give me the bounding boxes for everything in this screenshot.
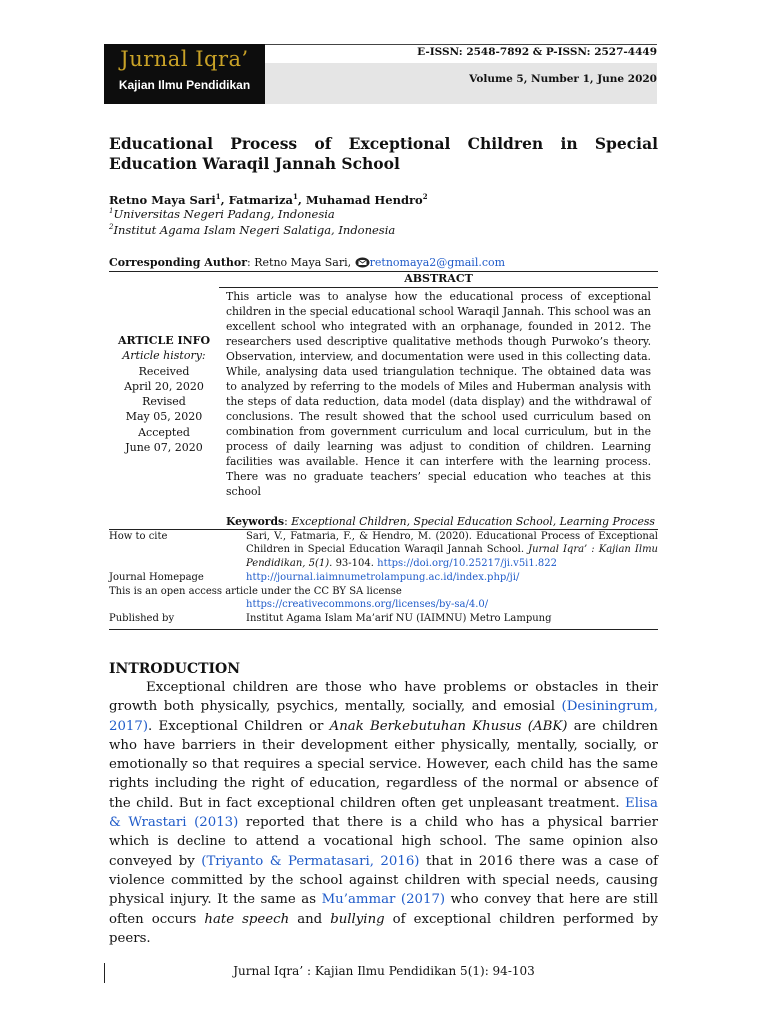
citation-link[interactable]: (Desiningrum, 2017) [109, 699, 658, 734]
intro-text: . Exceptional Children or [148, 718, 324, 734]
article-info-heading: ARTICLE INFO [117, 334, 211, 347]
affiliation-text: Universitas Negeri Padang, Indonesia [113, 207, 335, 221]
corresponding-label: Corresponding Author [109, 256, 248, 269]
revised-label: Revised [142, 395, 186, 409]
intro-paragraph [109, 678, 658, 948]
author-sup: 1 [215, 192, 221, 201]
citation-pages: 93-104. [335, 557, 374, 569]
author-sup: 2 [422, 192, 428, 201]
intro-text: Exceptional children are those who have problems or obstacles in their growth both physically, psychics, mentally, socially, and emosial [109, 680, 658, 715]
author-sup: 1 [292, 192, 298, 201]
keywords: Keywords: Exceptional Children, Special Education School, Learning Process [226, 515, 655, 528]
published-label: Published by [109, 613, 175, 624]
accepted-date: June 07, 2020 [125, 441, 203, 455]
citation-link[interactable]: Mu’ammar (2017) [321, 892, 446, 908]
author-name: Muhamad Hendro [305, 192, 423, 207]
intro-text: of exceptional children performed by peers. [109, 911, 659, 946]
affiliation-num: 1 [109, 207, 114, 216]
intro-text: reported that there is a child who has a physical barrier which is decline to attend a vocational high school. The same opinion also conveyed by [109, 815, 659, 869]
keywords-text: Exceptional Children, Special Education School, Learning Process [291, 515, 655, 528]
how-to-cite-label: How to cite [109, 531, 168, 542]
paper-title: Educational Process of Exceptional Children in Special Education Waraqil Jannah School [109, 134, 658, 173]
homepage-link[interactable]: http://journal.iaimnumetrolampung.ac.id/index.php/ji/ [246, 572, 520, 583]
article-history-label: Article history: [122, 349, 206, 363]
corresponding-email-link[interactable]: retnomaya2@gmail.com [369, 256, 506, 269]
header-rule [265, 44, 657, 45]
license-value [246, 598, 658, 611]
page-footer: Jurnal Iqra’ : Kajian Ilmu Pendidikan 5(1): 94-103 [233, 964, 535, 978]
corresponding-name: Retno Maya Sari, [254, 256, 352, 269]
affiliation-text: Institut Agama Islam Negeri Salatiga, Indonesia [113, 223, 396, 237]
affiliation-num: 2 [109, 223, 114, 232]
author-name: Retno Maya Sari [109, 192, 216, 207]
logo-subtitle: Kajian Ilmu Pendidikan [118, 78, 251, 92]
affiliation [109, 223, 395, 237]
intro-text: that in 2016 there was a case of violence committed by the school against children with special needs, causing physical injury. It the same as [109, 853, 659, 908]
divider [109, 629, 658, 630]
issn: E-ISSN: 2548-7892 & P-ISSN: 2527-4449 [417, 46, 657, 58]
received-label: Received [138, 364, 190, 378]
intro-italic: bullying [330, 911, 385, 927]
citation-text [246, 530, 658, 570]
citation-main: Sari, V., Fatmaria, F., & Hendro, M. (2020). Educational Process of Exceptional Children in Special Education Waraqil Jannah School. [246, 531, 658, 556]
email-icon [355, 257, 370, 271]
citation-link[interactable]: (Triyanto & Permatasari, 2016) [201, 853, 420, 869]
citation-link[interactable]: Elisa & Wrastari (2013) [109, 795, 658, 831]
intro-text: who convey that here are still often occurs [109, 892, 658, 927]
logo-title: Jurnal Iqra’ [120, 47, 249, 71]
citation-journal: Jurnal Iqra’ : Kajian Ilmu Pendidikan, 5(1). [246, 544, 658, 569]
section-heading: INTRODUCTION [109, 661, 241, 677]
intro-text: are children who have barriers in their development either physically, mentally, socially, or emotionally so that requires a special service. However, each child has the same rights including the right of education, regardless of the normal or absence of the child. But in fact exceptional children often get unpleasant treatment. [109, 718, 658, 811]
accepted-label: Accepted [138, 425, 190, 439]
license-link[interactable]: https://creativecommons.org/licenses/by-sa/4.0/ [246, 599, 489, 610]
article-info [109, 333, 219, 455]
intro-italic: Anak Berkebutuhan Khusus (ABK) [329, 718, 568, 734]
divider [219, 287, 658, 288]
abstract-heading: ABSTRACT [404, 272, 473, 285]
abstract-text: This article was to analyse how the educational process of exceptional children in the special educational school Waraqil Jannah. This school was an excellent school who integrated with an orphanage, founded in 2012. The researchers used descriptive qualitative methods though Purwoko’s theory. Observation, interview, and documentation were used in this collecting data. While, analysing data used triangulation technique. The obtained data was to analyzed by referring to the models of Miles and Huberman analysis with the steps of data reduction, data model (data display) and the withdrawal of conclusions. The result showed that the school used curriculum based on combination from government curriculum and local curriculum, but in the process of daily learning was adjust to condition of children. Learning facilities was available. Hence it can interfere with the learning process. There was no graduate teachers’ special education who teaches at this school [226, 290, 651, 498]
intro-text: and [297, 911, 323, 927]
intro-italic: hate speech [204, 911, 290, 927]
authors: Retno Maya Sari$^1$, Fatmariza$^1$, Muhamad Hendro$^2$ [109, 192, 428, 207]
journal-logo [104, 44, 265, 104]
corresponding-author: Corresponding Author: Retno Maya Sari, retnomaya2@gmail.com [109, 256, 506, 269]
keywords-label: Keywords [226, 515, 285, 528]
homepage-value [246, 571, 658, 584]
homepage-label: Journal Homepage [109, 572, 204, 583]
received-date: April 20, 2020 [124, 379, 204, 393]
volume-info: Volume 5, Number 1, June 2020 [469, 73, 657, 85]
citation-doi-link[interactable]: https://doi.org/10.25217/ji.v5i1.822 [377, 557, 558, 569]
revised-date: May 05, 2020 [125, 410, 203, 424]
publisher: Institut Agama Islam Ma’arif NU (IAIMNU) Metro Lampung [246, 613, 552, 624]
license-text: This is an open access article under the CC BY SA license [109, 586, 402, 597]
affiliation [109, 207, 335, 221]
author-name: Fatmariza [228, 192, 293, 207]
